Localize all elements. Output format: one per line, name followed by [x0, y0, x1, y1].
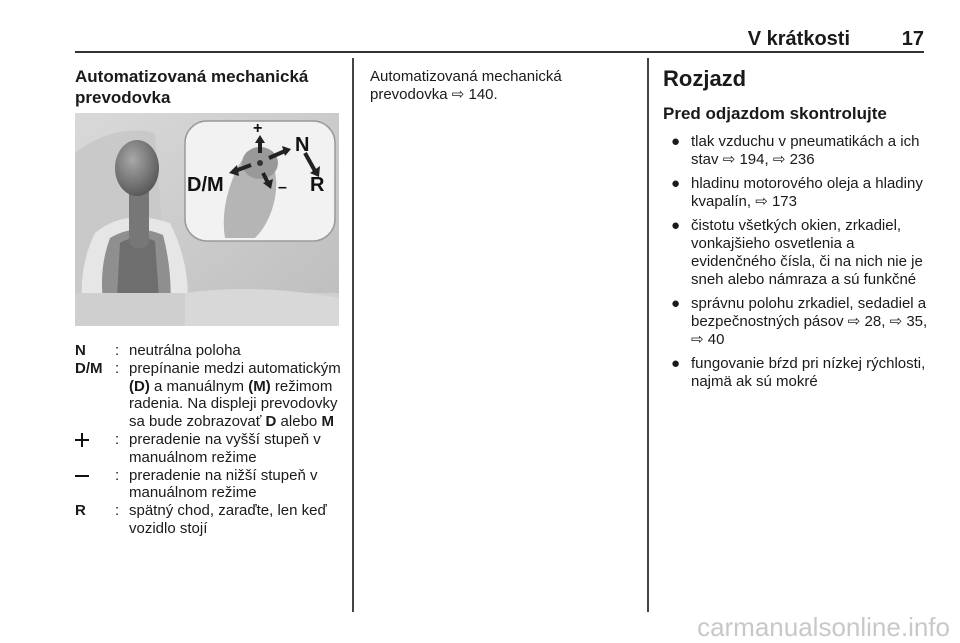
- bullet-icon: ●: [671, 175, 681, 192]
- bullet-icon: ●: [671, 355, 681, 372]
- definition-separator: :: [115, 466, 120, 484]
- list-item: ● správnu polohu zrkadiel, sedadiel a bezpečnostných pásov ⇨ 28, ⇨ 35, ⇨ 40: [663, 295, 938, 349]
- page-number: 17: [901, 28, 924, 50]
- definition-text: neutrálna poloha: [129, 342, 241, 359]
- reference-arrow-icon: ⇨: [755, 193, 768, 210]
- reference-arrow-icon: ⇨: [451, 86, 465, 103]
- definition-text: prepínanie medzi automatickým (D) a manuálnym (M) režimom radenia. Na displeji prevodovky sa bude zobrazovať D alebo M: [129, 359, 341, 431]
- definition-separator: :: [115, 502, 120, 520]
- definition-row: [75, 467, 350, 503]
- definition-row: [75, 342, 350, 360]
- definition-term: N: [75, 342, 86, 359]
- figure-label-n: N: [295, 134, 310, 156]
- column-divider-1: [352, 58, 354, 612]
- definition-text: spätný chod, zaraďte, len keď vozidlo stojí: [129, 502, 327, 537]
- column-divider-2: [647, 58, 649, 612]
- definition-list: [75, 342, 350, 538]
- reference-arrow-icon: ⇨: [722, 151, 736, 168]
- definition-term: D/M: [75, 359, 103, 377]
- reference-arrow-icon: ⇨: [691, 331, 704, 348]
- list-item: ● fungovanie bŕzd pri nízkej rýchlosti, najmä ak sú mokré: [663, 355, 938, 391]
- definition-separator: :: [115, 430, 120, 448]
- plus-icon: [75, 431, 115, 467]
- watermark: carmanualsonline.info: [697, 612, 950, 642]
- figure-label-minus: –: [278, 179, 287, 196]
- cross-reference-text: Automatizovaná mechanická prevodovka ⇨ 140.: [370, 68, 562, 103]
- definition-row: [75, 431, 350, 467]
- definition-row: [75, 502, 350, 538]
- definition-text: preradenie na vyšší stupeň v manuálnom režime: [129, 430, 321, 466]
- definition-row: [75, 360, 350, 431]
- list-item: ● čistotu všetkých okien, zrkadiel, vonkajšieho osvetlenia a evidenčného čísla, či na nich nie je sneh alebo námraza a sú funkčné: [663, 217, 938, 289]
- minus-icon: [75, 467, 115, 503]
- bullet-icon: ●: [671, 133, 681, 150]
- reference-arrow-icon: ⇨: [847, 313, 861, 330]
- header-title: V krátkosti: [747, 28, 850, 50]
- definition-separator: :: [115, 342, 120, 359]
- section-title: Automatizovaná mechanická prevodovka: [75, 67, 309, 107]
- gear-selector-figure: [75, 113, 339, 326]
- bullet-icon: ●: [671, 217, 681, 234]
- checklist: [663, 133, 938, 397]
- definition-separator: :: [115, 359, 120, 377]
- reference-page: 140: [468, 86, 494, 103]
- section-subtitle: Pred odjazdom skontrolujte: [663, 104, 887, 123]
- bullet-icon: ●: [671, 295, 681, 312]
- definition-term: R: [75, 502, 86, 520]
- list-item: ● hladinu motorového oleja a hladiny kvapalín, ⇨ 173: [663, 175, 938, 211]
- reference-arrow-icon: ⇨: [772, 151, 786, 168]
- figure-label-r: R: [310, 174, 325, 196]
- reference-arrow-icon: ⇨: [889, 313, 903, 330]
- list-item: ● tlak vzduchu v pneumatikách a ich stav ⇨ 194, ⇨ 236: [663, 133, 938, 169]
- section-title: Rozjazd: [663, 66, 747, 91]
- header-divider: [75, 51, 924, 53]
- figure-label-plus: +: [253, 120, 263, 137]
- figure-label-dm: D/M: [187, 174, 224, 196]
- definition-text: preradenie na nižší stupeň v manuálnom režime: [129, 466, 318, 502]
